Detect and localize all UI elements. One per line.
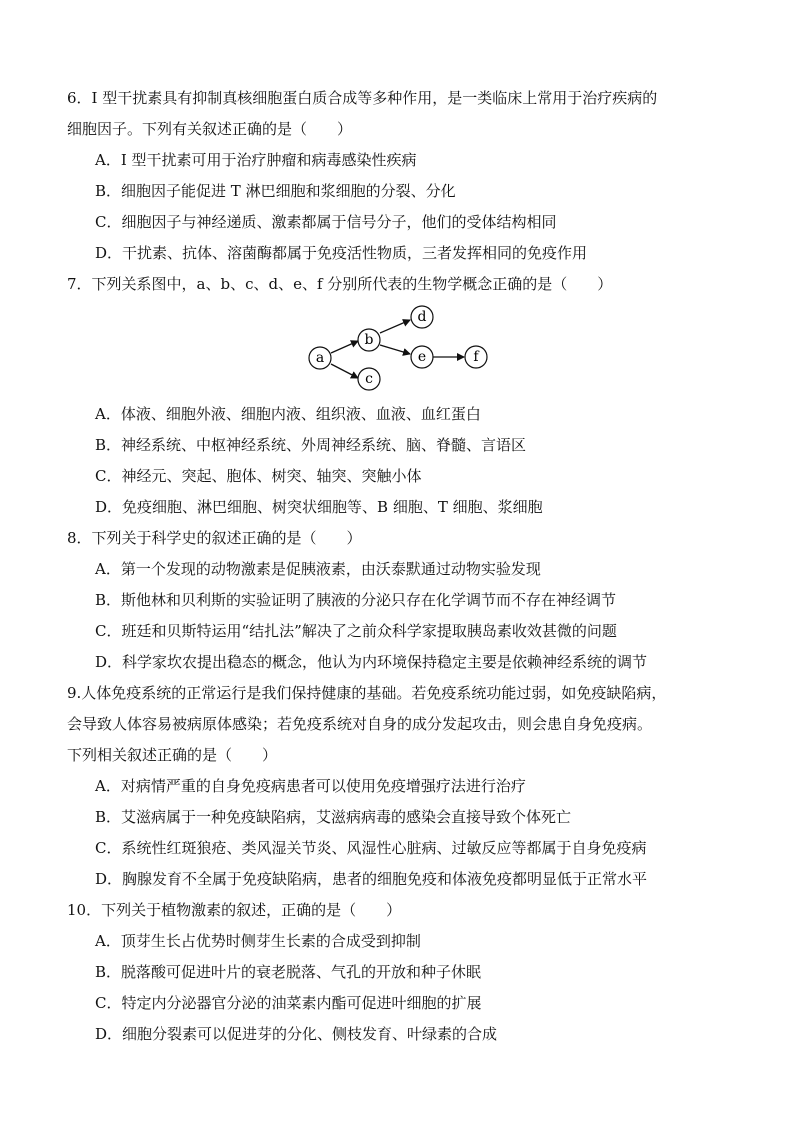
node-d	[411, 306, 433, 328]
q8-option-a: A．第一个发现的动物激素是促胰液素，由沃泰默通过动物实验发现	[95, 560, 541, 578]
q6-option-d: D．干扰素、抗体、溶菌酶都属于免疫活性物质，三者发挥相同的免疫作用	[95, 244, 588, 262]
q7-option-b: B．神经系统、中枢神经系统、外周神经系统、脑、脊髓、言语区	[95, 436, 527, 454]
arrow-a-c	[331, 364, 358, 378]
q9-option-a: A．对病情严重的自身免疫病患者可以使用免疫增强疗法进行治疗	[95, 777, 526, 795]
q8-option-c: C．班廷和贝斯特运用“结扎法”解决了之前众科学家提取胰岛素收效甚微的问题	[95, 622, 617, 640]
node-b	[358, 329, 380, 351]
arrow-a-b	[331, 341, 358, 353]
q8-option-b: B．斯他林和贝利斯的实验证明了胰液的分泌只存在化学调节而不存在神经调节	[95, 591, 617, 609]
q9-stem-line-2: 会导致人体容易被病原体感染；若免疫系统对自身的成分发起攻击，则会患自身免疫病。	[67, 715, 653, 733]
q7-stem: 7．下列关系图中，a、b、c、d、e、f 分别所代表的生物学概念正确的是（ ）	[67, 275, 613, 293]
q8-option-d: D．科学家坎农提出稳态的概念，他认为内环境保持稳定主要是依赖神经系统的调节	[95, 653, 648, 671]
q10-stem: 10．下列关于植物激素的叙述，正确的是（ ）	[67, 901, 402, 919]
arrow-b-d	[380, 320, 410, 333]
q9-stem-line-3: 下列相关叙述正确的是（ ）	[67, 746, 278, 764]
q6-option-c: C．细胞因子与神经递质、激素都属于信号分子，他们的受体结构相同	[95, 213, 557, 231]
concept-relation-diagram	[300, 300, 500, 395]
svg-text:b: b	[364, 332, 374, 348]
svg-text:c: c	[365, 371, 373, 387]
svg-text:f: f	[473, 349, 479, 365]
q10-option-a: A．顶芽生长占优势时侧芽生长素的合成受到抑制	[95, 932, 421, 950]
q7-option-c: C．神经元、突起、胞体、树突、轴突、突触小体	[95, 467, 422, 485]
q9-option-d: D．胸腺发育不全属于免疫缺陷病，患者的细胞免疫和体液免疫都明显低于正常水平	[95, 870, 648, 888]
node-c	[358, 368, 380, 390]
q7-option-d: D．免疫细胞、淋巴细胞、树突状细胞等、B 细胞、T 细胞、浆细胞	[95, 498, 543, 516]
q9-option-c: C．系统性红斑狼疮、类风湿关节炎、风湿性心脏病、过敏反应等都属于自身免疫病	[95, 839, 647, 857]
arrow-b-e	[380, 345, 410, 354]
q9-stem-line-1: 9.人体免疫系统的正常运行是我们保持健康的基础。若免疫系统功能过弱，如免疫缺陷病，	[67, 684, 667, 702]
q10-option-c: C．特定内分泌器官分泌的油菜素内酯可促进叶细胞的扩展	[95, 994, 482, 1012]
q6-option-a: A．I 型干扰素可用于治疗肿瘤和病毒感染性疾病	[95, 151, 417, 169]
q9-option-b: B．艾滋病属于一种免疫缺陷病，艾滋病病毒的感染会直接导致个体死亡	[95, 808, 572, 826]
q10-option-b: B．脱落酸可促进叶片的衰老脱落、气孔的开放和种子休眠	[95, 963, 482, 981]
q8-stem: 8．下列关于科学史的叙述正确的是（ ）	[67, 529, 362, 547]
svg-text:a: a	[315, 350, 325, 366]
q6-option-b: B．细胞因子能促进 T 淋巴细胞和浆细胞的分裂、分化	[95, 182, 456, 200]
q7-option-a: A．体液、细胞外液、细胞内液、组织液、血液、血红蛋白	[95, 405, 481, 423]
svg-text:e: e	[417, 349, 427, 365]
q10-option-d: D．细胞分裂素可以促进芽的分化、侧枝发育、叶绿素的合成	[95, 1025, 498, 1043]
q6-stem-line-2: 细胞因子。下列有关叙述正确的是（ ）	[67, 120, 353, 138]
node-e	[411, 346, 433, 368]
node-a	[309, 347, 331, 369]
svg-text:d: d	[417, 309, 427, 325]
q6-stem-line-1: 6．I 型干扰素具有抑制真核细胞蛋白质合成等多种作用，是一类临床上常用于治疗疾病的	[67, 89, 658, 107]
node-f	[465, 346, 487, 368]
